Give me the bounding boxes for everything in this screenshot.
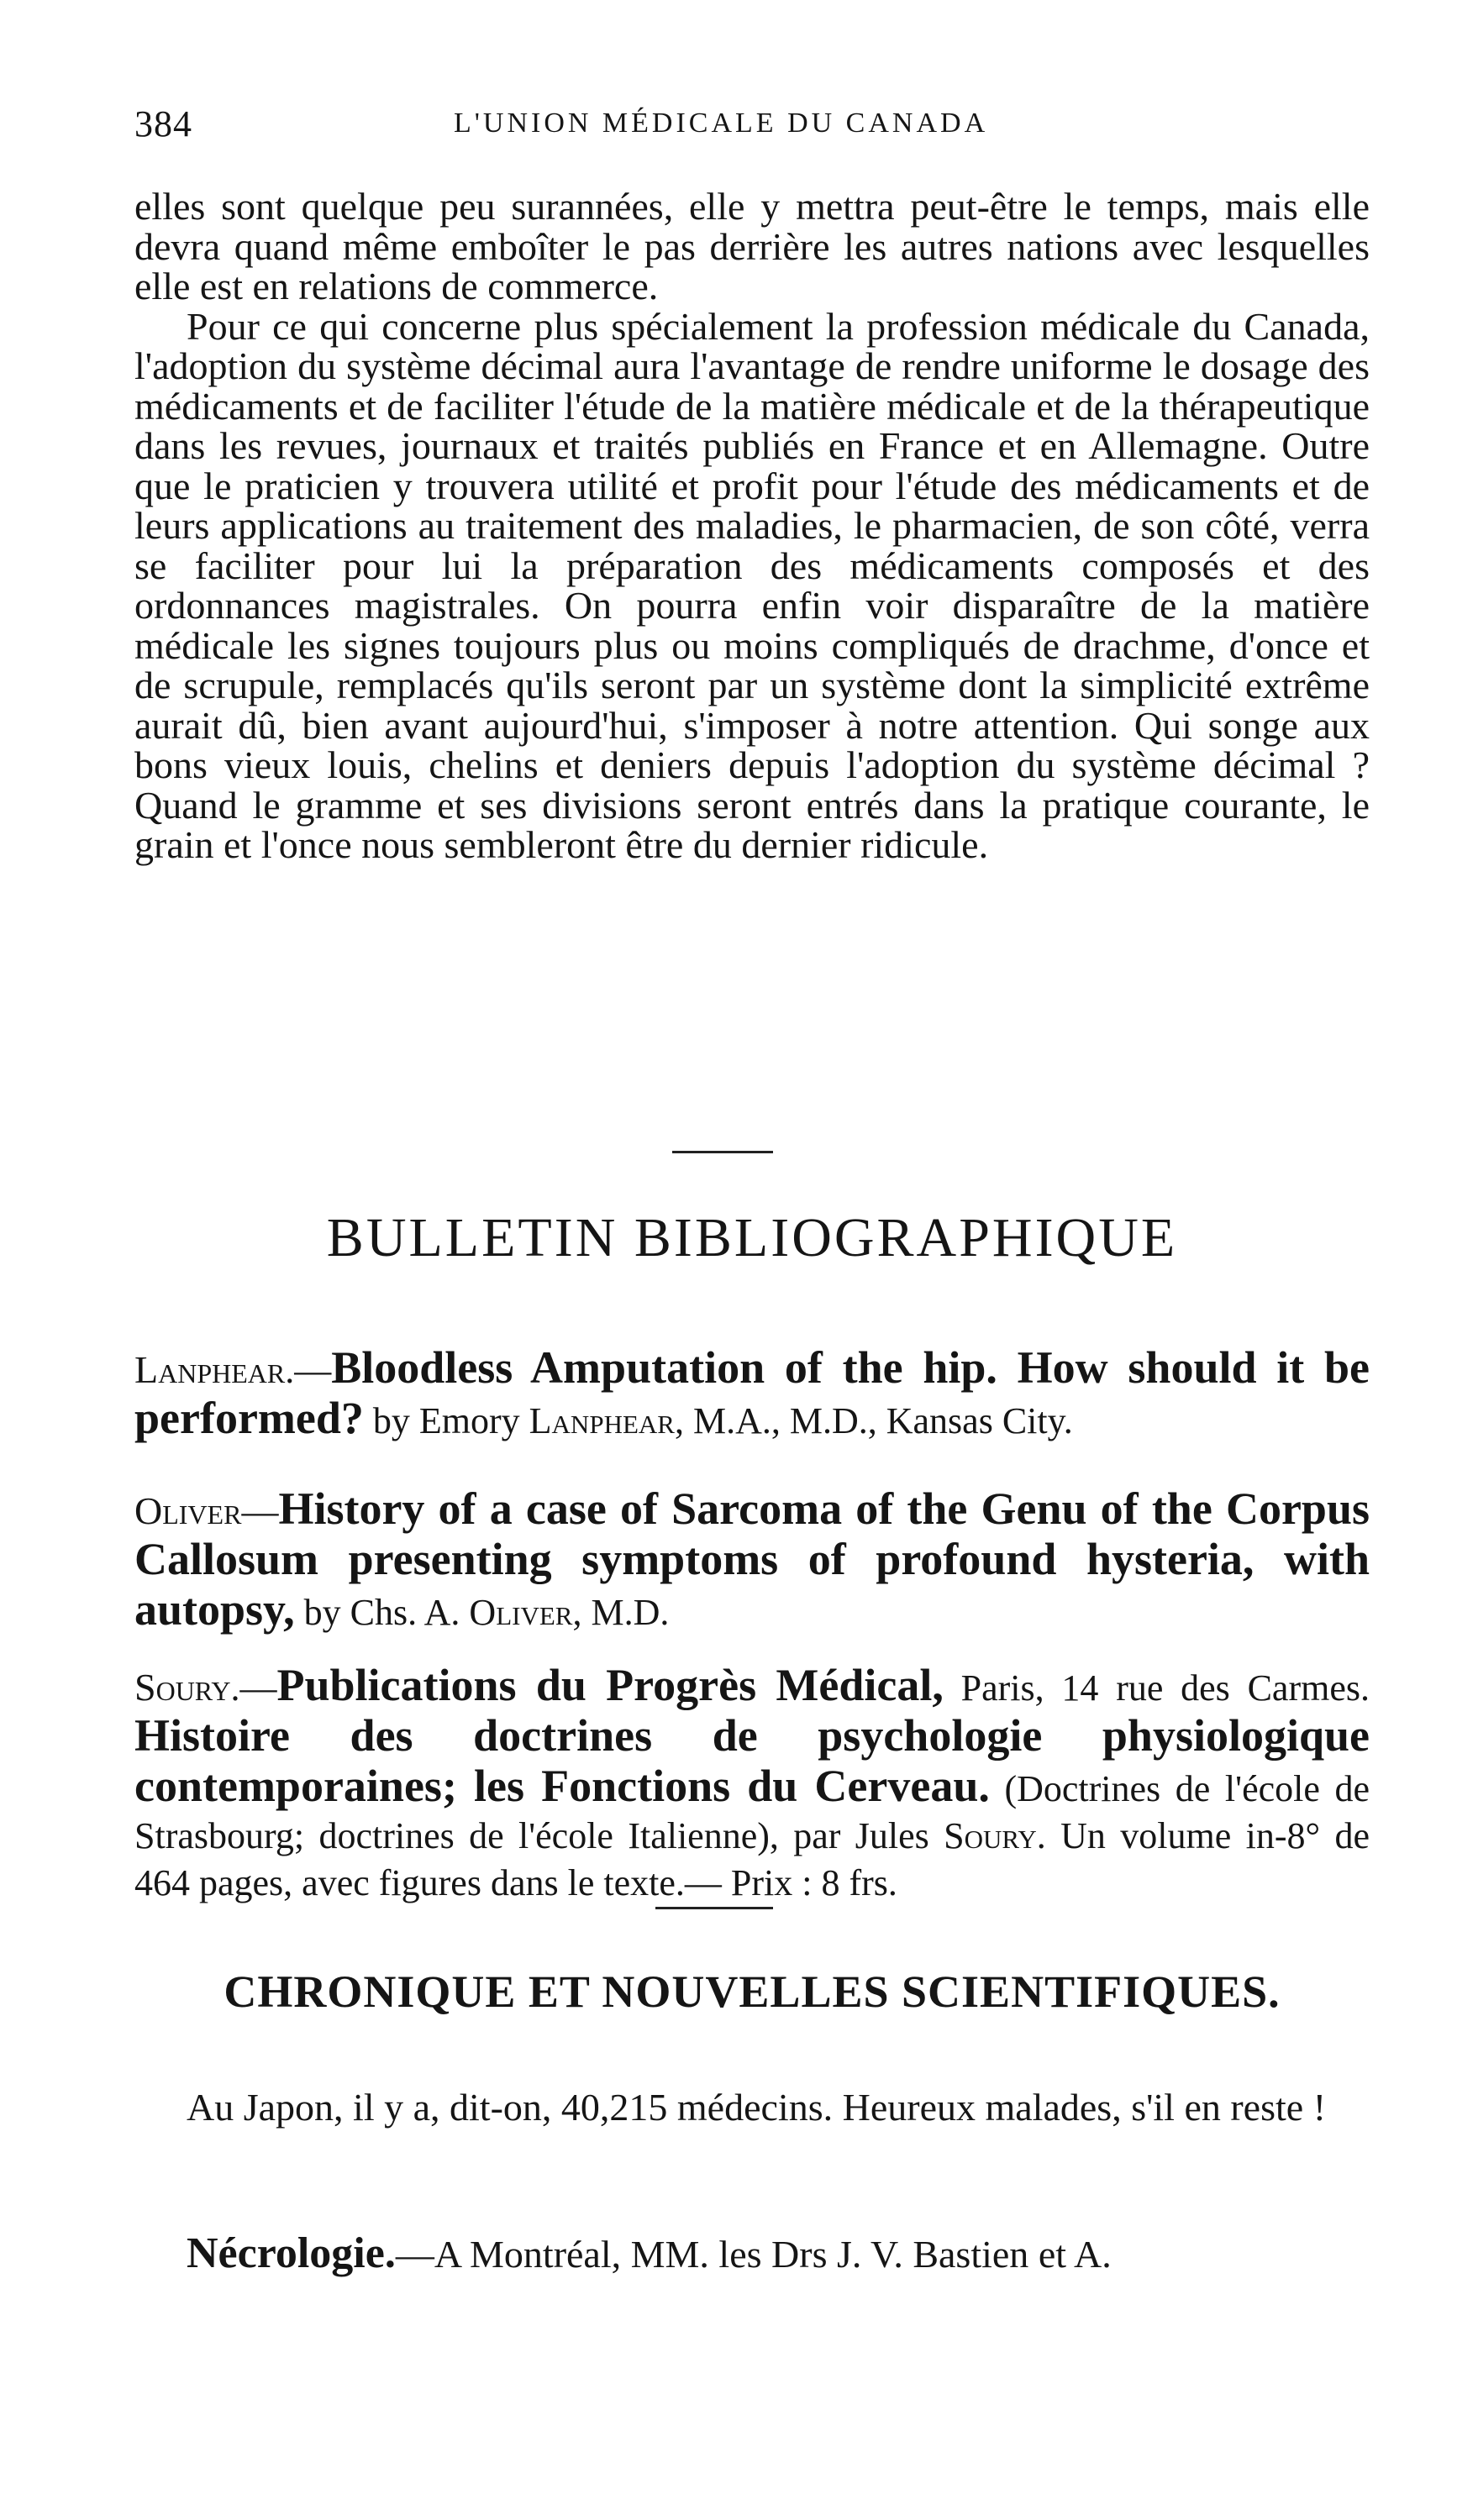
paragraph-decimal-system: Pour ce qui concerne plus spécialement la profession médicale du Canada, l'adoption du système décimal aura l'avantage de rendre uniforme le dosage des médicaments et de faciliter l'étude de la matière médicale et de la thérapeutique dans les revues, journaux et traités publiés en France et en Allemagne. Outre que le praticien y trouvera utilité et profit pour l'étude des médicaments et de leurs applications au traitement des maladies, le pharmacien, de son côté, verra se faciliter pour lui la préparation des médicaments composés et des ordonnances magistrales. On pourra enfin voir disparaître de la matière médicale les signes toujours plus ou moins compliqués de drachme, d'once et de scrupule, remplacés qu'ils seront par un système dont la simplicité extrême aurait dû, bien avant aujourd'hui, s'imposer à notre attention. Qui songe aux bons vieux louis, chelins et deniers depuis l'adoption du système décimal ? Quand le gramme et ses divisions seront entrés dans la pratique courante, le grain et l'once nous sembleront être du dernier ridicule.: [134, 304, 1370, 866]
entry-author-name: Soury: [944, 1815, 1037, 1856]
bulletin-title: BULLETIN BIBLIOGRAPHIQUE: [326, 1207, 1178, 1268]
entry-author-name: Lanphear: [529, 1400, 675, 1441]
entry-publication: Publications du Progrès Médical,: [276, 1660, 944, 1710]
section-divider: [672, 1151, 773, 1153]
entry-author: Soury: [134, 1666, 231, 1709]
entry-credentials: , M.A., M.D., Kansas City.: [674, 1400, 1073, 1441]
entry-author: Lanphear: [134, 1348, 286, 1391]
entry-work-title: History of a case of Sarcoma of the Genu of the Corpus Callosum presenting symptoms of profound hysteria, with autopsy,: [134, 1483, 1370, 1635]
entry-by: by Chs. A.: [294, 1592, 470, 1633]
necrology-label: Nécrologie.: [187, 2229, 396, 2277]
paragraph-continuation: elles sont quelque peu surannées, elle y mettra peut-être le temps, mais elle devra quand même emboîter le pas derrière les autres nations avec lesquelles elle est en relations de commerce.: [134, 185, 1370, 307]
entry-author: Oliver: [134, 1489, 242, 1532]
entry-dash: .—: [285, 1350, 332, 1391]
journal-title: L'UNION MÉDICALE DU CANADA: [454, 108, 989, 139]
section-divider: [655, 1907, 773, 1909]
news-item-japan: Au Japon, il y a, dit-on, 40,215 médecins. Heureux malades, s'il en reste !: [187, 2086, 1327, 2129]
entry-author-name: Oliver: [469, 1592, 573, 1633]
body-text: [134, 186, 1370, 865]
bibliography-entry-oliver: [134, 1485, 1370, 1636]
necrology-text: —A Montréal, MM. les Drs J. V.: [395, 2233, 913, 2276]
entry-address: Paris, 14 rue des Carmes.: [943, 1667, 1370, 1709]
necrology-name: Bastien: [913, 2233, 1029, 2276]
bibliography-entry-lanphear: [134, 1344, 1370, 1445]
page-number: 384: [134, 103, 192, 144]
entry-by: by Emory: [363, 1400, 529, 1441]
entry-work-title: Histoire des doctrines de psychologie physiologique contemporaines; les Fonctions du Cerveau.: [134, 1710, 1370, 1811]
chronique-title: CHRONIQUE ET NOUVELLES SCIENTIFIQUES.: [224, 1966, 1281, 2017]
entry-dash: —: [241, 1491, 279, 1532]
entry-price: . Un volume in-8° de 464 pages, avec figures dans le texte.— Prix : 8 frs.: [134, 1815, 1370, 1903]
necrology-end: et A.: [1028, 2233, 1112, 2276]
entry-description: (Doctrines de l'école de Strasbourg; doctrines de l'école Italienne), par Jules: [134, 1768, 1370, 1856]
news-item-necrology: [134, 2228, 1370, 2281]
running-head: [134, 102, 1370, 153]
bibliography-entry-soury: [134, 1662, 1370, 1907]
entry-dash: .—: [230, 1667, 277, 1709]
entry-work-title: Bloodless Amputation of the hip. How should it be performed?: [134, 1342, 1370, 1443]
entry-credentials: , M.D.: [572, 1592, 670, 1633]
